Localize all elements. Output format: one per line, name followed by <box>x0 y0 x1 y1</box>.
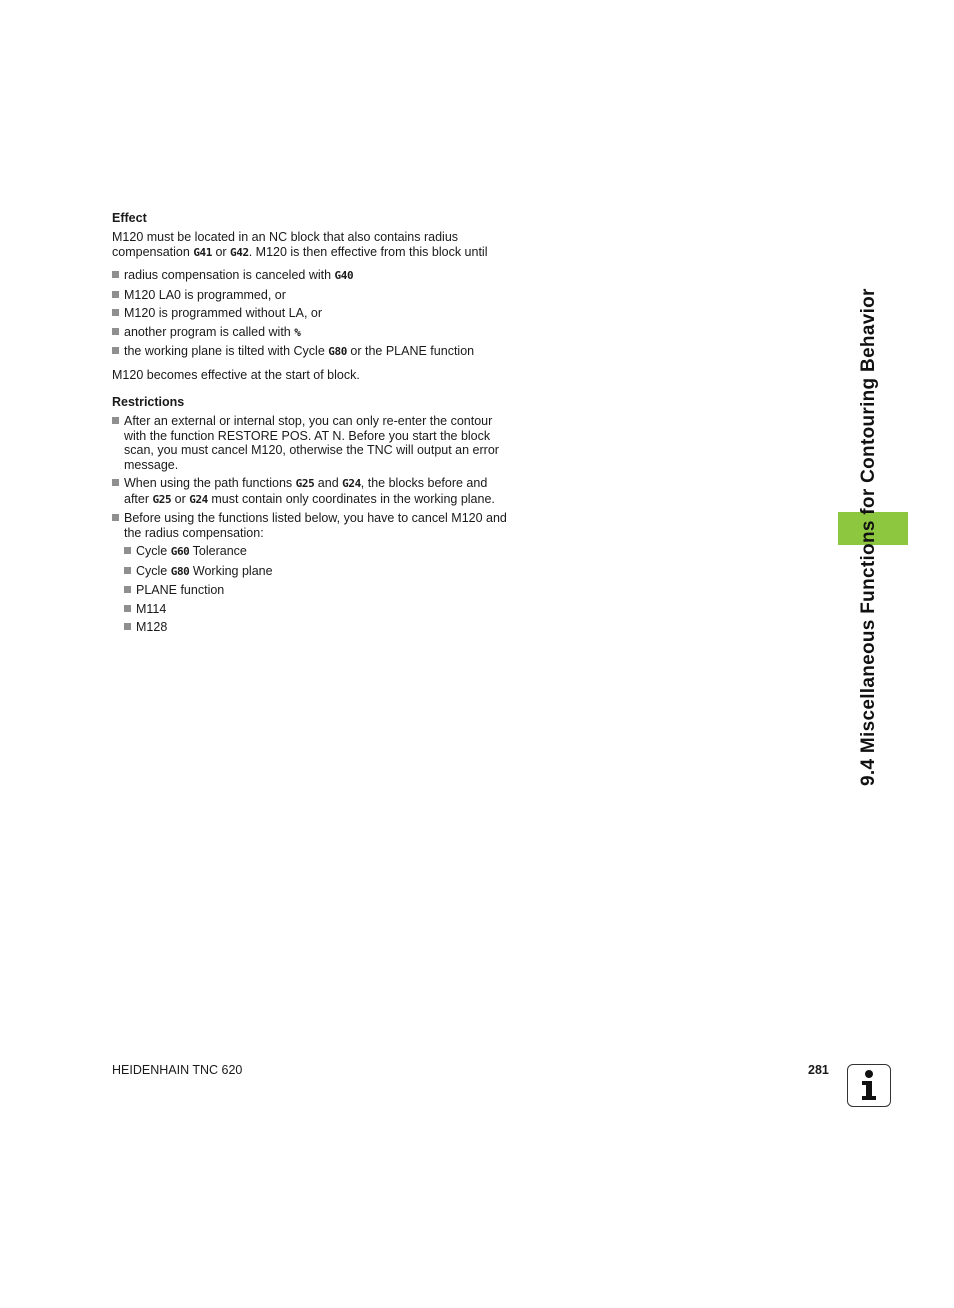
text-span: M128 <box>136 620 168 634</box>
list-item <box>124 583 512 598</box>
code-g25: G25 <box>152 492 172 506</box>
square-bullet-icon <box>112 479 119 486</box>
effect-list <box>112 268 512 360</box>
text-span: another program is called with <box>124 324 295 339</box>
square-bullet-icon <box>112 291 119 298</box>
footer-product: HEIDENHAIN TNC 620 <box>112 1063 243 1077</box>
list-item <box>112 268 512 284</box>
chapter-side-title: 9.4 Miscellaneous Functions for Contouring Behavior <box>858 288 879 786</box>
list-item <box>112 288 512 303</box>
square-bullet-icon <box>124 586 131 593</box>
page-number: 281 <box>808 1063 829 1077</box>
text-span: Cycle <box>136 563 171 578</box>
restrictions-heading: Restrictions <box>112 395 185 409</box>
text-span: or <box>211 244 231 259</box>
code-percent: % <box>294 325 301 339</box>
text-span: , the blocks before and after <box>124 476 488 506</box>
info-glyph-icon <box>848 1065 889 1105</box>
text-span: M120 must be located in an NC block that also contains radius compensation <box>112 230 459 259</box>
text-span: Before using the functions listed below, you have to cancel M120 and the radius compensation: <box>124 511 507 540</box>
square-bullet-icon <box>124 605 131 612</box>
square-bullet-icon <box>112 328 119 335</box>
text-span: M120 is programmed without LA, or <box>124 306 323 320</box>
code-g42: G42 <box>230 245 249 259</box>
restrictions-sublist <box>124 544 512 635</box>
square-bullet-icon <box>112 271 119 278</box>
list-item <box>112 344 512 360</box>
effect-closing: M120 becomes effective at the start of block. <box>112 367 360 382</box>
text-span: M120 LA0 is programmed, or <box>124 287 286 302</box>
list-item <box>112 325 512 341</box>
list-item <box>124 544 512 560</box>
code-g80: G80 <box>328 345 347 358</box>
text-span: Cycle <box>136 544 171 558</box>
text-span: When using the path functions <box>124 476 296 490</box>
text-span: radius compensation is canceled with <box>124 268 335 282</box>
info-icon <box>847 1064 891 1107</box>
list-item <box>112 476 512 507</box>
list-item <box>112 414 512 472</box>
square-bullet-icon <box>124 567 131 574</box>
list-item <box>112 511 512 635</box>
effect-heading: Effect <box>112 211 147 225</box>
text-span: the working plane is tilted with Cycle <box>124 344 329 358</box>
list-item <box>124 620 512 635</box>
text-span: After an external or internal stop, you can only re-enter the contour with the function RESTORE POS. AT N. Before you start the block scan, you must cancel M120, otherwise the TNC will output an error message. <box>124 414 499 472</box>
text-span: . M120 is then effective from this block until <box>248 244 488 259</box>
square-bullet-icon <box>112 417 119 424</box>
text-span: Tolerance <box>189 544 247 558</box>
effect-intro <box>112 230 512 260</box>
text-span: Working plane <box>189 563 273 578</box>
square-bullet-icon <box>124 547 131 554</box>
square-bullet-icon <box>112 514 119 521</box>
list-item <box>112 306 512 321</box>
square-bullet-icon <box>112 347 119 354</box>
code-g80: G80 <box>170 564 190 578</box>
text-span: M114 <box>136 601 167 616</box>
code-g40: G40 <box>334 269 354 282</box>
list-item <box>124 602 512 617</box>
main-content <box>112 210 512 635</box>
square-bullet-icon <box>124 623 131 630</box>
text-span: or <box>171 491 190 506</box>
square-bullet-icon <box>112 309 119 316</box>
code-g41: G41 <box>193 245 212 259</box>
text-span: must contain only coordinates in the working plane. <box>207 491 495 506</box>
code-g24: G24 <box>342 477 361 490</box>
text-span: and <box>314 476 343 490</box>
code-g24: G24 <box>189 492 208 506</box>
list-item <box>124 564 512 580</box>
code-g25: G25 <box>295 477 315 490</box>
text-span: or the PLANE function <box>346 344 475 358</box>
restrictions-list <box>112 414 512 635</box>
text-span: PLANE function <box>136 583 225 597</box>
code-g60: G60 <box>170 545 190 558</box>
